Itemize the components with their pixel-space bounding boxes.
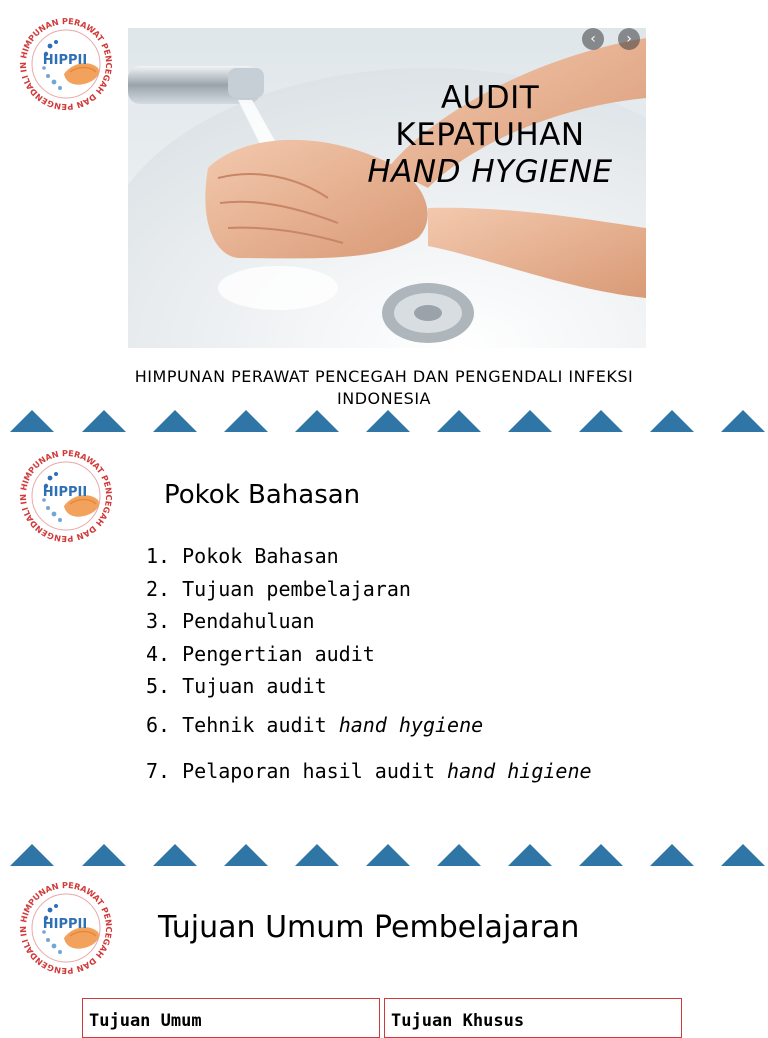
hippii-logo bbox=[14, 444, 118, 548]
list-item: 7. Pelaporan hasil audit hand higiene bbox=[146, 759, 592, 783]
list-item: 1. Pokok Bahasan bbox=[146, 544, 339, 568]
triangle-divider bbox=[0, 410, 768, 432]
list-item: 3. Pendahuluan bbox=[146, 609, 315, 633]
tujuan-umum-box: Tujuan Umum bbox=[82, 998, 380, 1038]
slide-title bbox=[0, 0, 768, 430]
list-item: 2. Tujuan pembelajaran bbox=[146, 576, 411, 601]
presentation-title bbox=[340, 80, 640, 191]
list-item: 6. Tehnik audit hand hygiene bbox=[146, 712, 484, 737]
hero-image-handwashing bbox=[128, 28, 646, 348]
slide-heading: Pokok Bahasan bbox=[164, 480, 361, 510]
hippii-logo bbox=[14, 12, 118, 116]
title-line-audit: AUDIT bbox=[440, 80, 540, 116]
slide-heading: Tujuan Umum Pembelajaran bbox=[158, 910, 580, 945]
title-line-kepatuhan: KEPATUHAN bbox=[395, 117, 585, 153]
topic-list bbox=[146, 540, 592, 788]
list-item: 4. Pengertian audit bbox=[146, 641, 375, 666]
carousel-prev-button[interactable]: ‹ bbox=[582, 28, 604, 50]
slide-tujuan-umum bbox=[0, 870, 768, 1031]
triangle-divider bbox=[0, 844, 768, 866]
carousel-next-button[interactable]: › bbox=[618, 28, 640, 50]
organization-name: HIMPUNAN PERAWAT PENCEGAH DAN PENGENDALI INFEKSI INDONESIA bbox=[134, 367, 634, 408]
tujuan-khusus-box: Tujuan Khusus bbox=[384, 998, 682, 1038]
hippii-logo bbox=[14, 876, 118, 980]
list-item: 5. Tujuan audit bbox=[146, 674, 327, 698]
title-line-hand-hygiene: HAND HYGIENE bbox=[367, 154, 613, 190]
slide-pokok-bahasan bbox=[0, 436, 768, 866]
